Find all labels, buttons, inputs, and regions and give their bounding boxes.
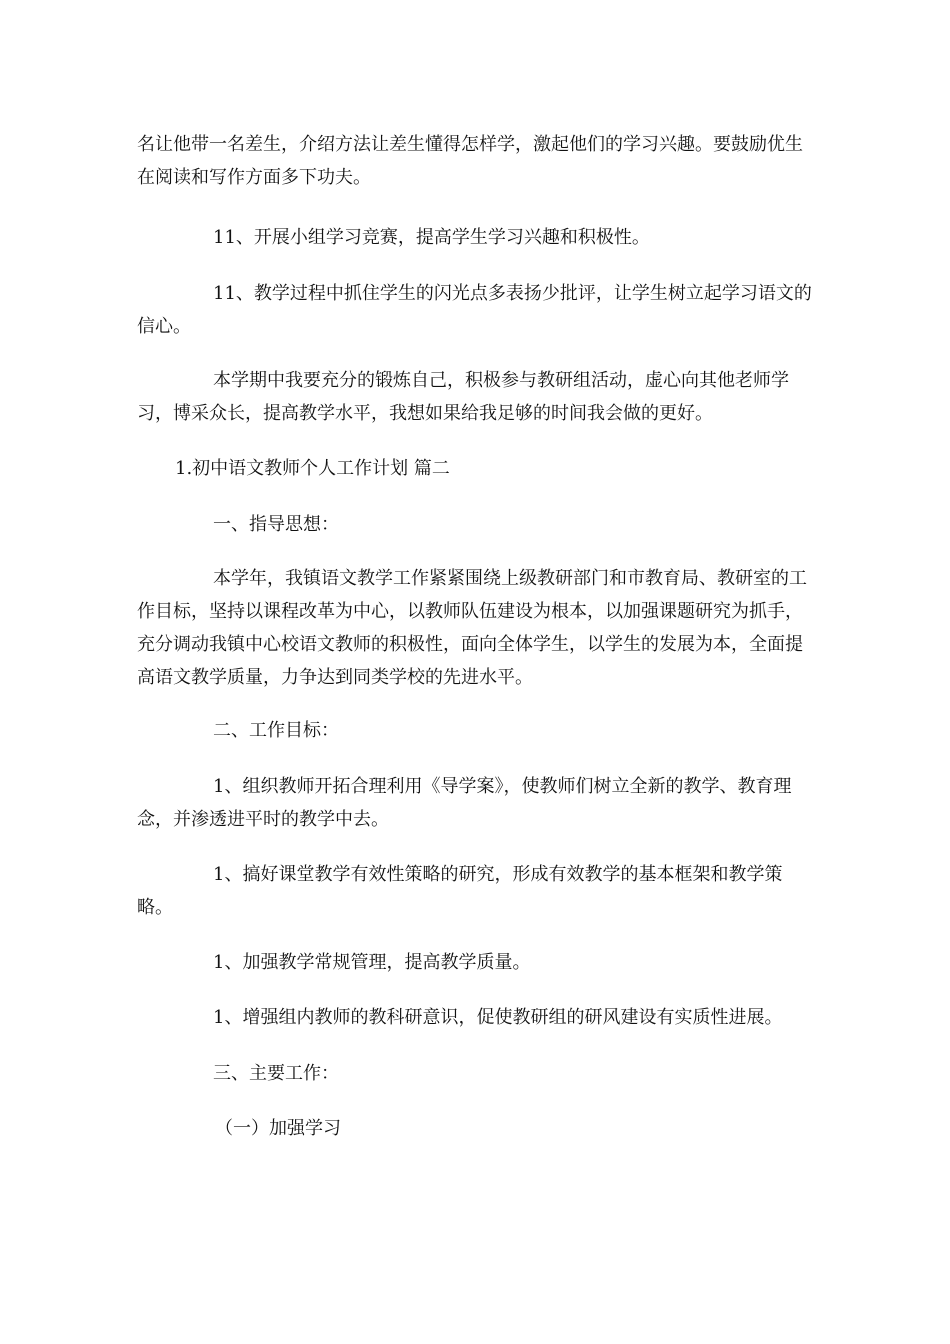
- paragraph-guiding-thought: 本学年，我镇语文教学工作紧紧围绕上级教研部门和市教育局、教研室的工作目标，坚持以课程改革为中心，以教师队伍建设为根本，以加强课题研究为抓手，充分调动我镇中心校语文教师的积极性，面向全体学生，以学生的发展为本，全面提高语文教学质量，力争达到同类学校的先进水平。: [137, 568, 807, 688]
- paragraph-item-competition: 11、开展小组学习竞赛，提高学生学习兴趣和积极性。: [213, 227, 650, 248]
- goal-item-1: 1、组织教师开拓合理利用《导学案》，使教师们树立全新的教学、教育理念，并渗透进平时的教学中去。: [137, 776, 792, 830]
- subheading-strengthen-learning: （一）加强学习: [215, 1118, 341, 1139]
- goal-item-3: 1、加强教学常规管理，提高教学质量。: [213, 952, 531, 973]
- paragraph-item-praise: 11、教学过程中抓住学生的闪光点多表扬少批评，让学生树立起学习语文的信心。: [137, 283, 812, 337]
- goal-item-4: 1、增强组内教师的教科研意识，促使教研组的研风建设有实质性进展。: [213, 1007, 783, 1028]
- heading-guiding-thought: 一、指导思想：: [213, 514, 339, 535]
- heading-work-goals: 二、工作目标：: [213, 720, 339, 741]
- goal-item-2: 1、搞好课堂教学有效性策略的研究，形成有效教学的基本框架和教学策略。: [137, 864, 783, 918]
- section-title: 1.初中语文教师个人工作计划 篇二: [175, 458, 450, 479]
- paragraph-self-improvement: 本学期中我要充分的锻炼自己，积极参与教研组活动，虚心向其他老师学习，博采众长，提高教学水平，我想如果给我足够的时间我会做的更好。: [137, 370, 789, 424]
- heading-main-work: 三、主要工作：: [213, 1063, 339, 1084]
- paragraph-continuation: 名让他带一名差生，介绍方法让差生懂得怎样学，激起他们的学习兴趣。要鼓励优生在阅读和写作方面多下功夫。: [137, 134, 803, 188]
